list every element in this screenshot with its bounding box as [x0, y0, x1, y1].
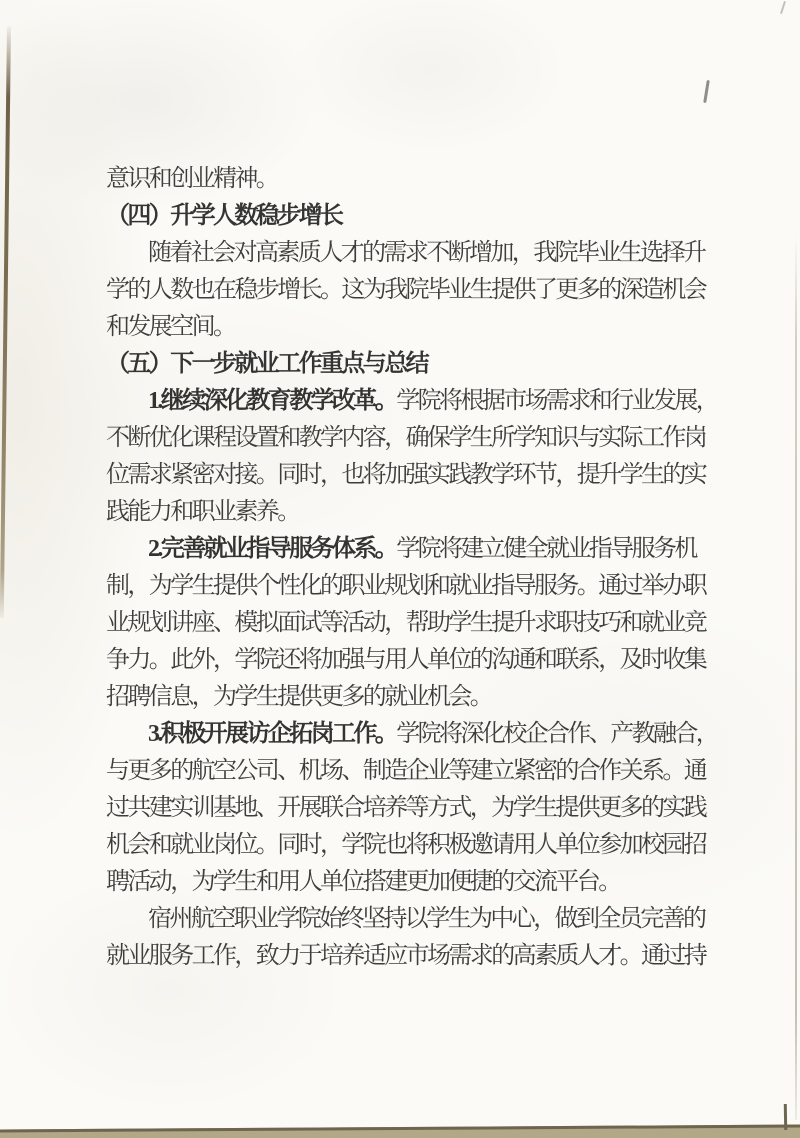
body-text-run: 位需求紧密对接。同时，也将加强实践教学环节，提升学生的实: [106, 462, 706, 488]
text-line: [106, 531, 712, 568]
body-text-run: 争力。此外，学院还将加强与用人单位的沟通和联系，及时收集: [106, 647, 706, 673]
text-line: [106, 457, 712, 494]
text-line: [106, 309, 712, 346]
heading-line: [106, 198, 712, 235]
body-text-run: 机会和就业岗位。同时，学院也将积极邀请用人单位参加校园招: [106, 832, 706, 858]
text-line: [106, 642, 712, 679]
body-text-run: 就业服务工作，致力于培养适应市场需求的高素质人才。通过持: [106, 943, 706, 969]
text-line: [106, 420, 712, 457]
text-line: [106, 161, 712, 198]
body-text-run: 聘活动，为学生和用人单位搭建更加便捷的交流平台。: [106, 869, 620, 895]
body-text-run: 意识和创业精神。: [106, 166, 278, 192]
body-text-run: 业规划讲座、模拟面试等活动，帮助学生提升求职技巧和就业竞: [106, 610, 706, 636]
text-line: [106, 272, 712, 309]
text-line: [106, 790, 712, 827]
paper-edge-right-shadow: [795, 235, 797, 1120]
bold-text-run: （五）下一步就业工作重点与总结: [106, 351, 427, 377]
body-text-run: 践能力和职业素养。: [106, 499, 299, 525]
paper-corner-mark-bottom-right: [784, 1104, 787, 1130]
text-line: [106, 568, 712, 605]
heading-line: [106, 346, 712, 383]
body-text-run: 不断优化课程设置和教学内容，确保学生所学知识与实际工作岗: [106, 425, 706, 451]
body-text-run: 制，为学生提供个性化的职业规划和就业指导服务。通过举办职: [106, 573, 706, 599]
text-line: [106, 494, 712, 531]
text-line: [106, 383, 718, 420]
bold-text-run: （四）升学人数稳步增长: [106, 203, 342, 229]
body-text-run: 学的人数也在稳步增长。这为我院毕业生提供了更多的深造机会: [106, 277, 706, 303]
body-text-run: 和发展空间。: [106, 314, 235, 340]
text-line: [106, 864, 712, 901]
bold-text-run: 1.继续深化教育教学改革。: [148, 388, 397, 414]
bold-text-run: 2.完善就业指导服务体系。: [148, 536, 397, 562]
text-line: [106, 235, 712, 272]
text-line: [106, 827, 712, 864]
body-text-run: 宿州航空职业学院始终坚持以学生为中心，做到全员完善的: [148, 906, 705, 932]
text-line: [106, 938, 712, 975]
text-line: [106, 716, 718, 753]
text-line: [106, 901, 712, 938]
text-line: [106, 605, 712, 642]
body-text-run: 招聘信息，为学生提供更多的就业机会。: [106, 684, 492, 710]
text-block: [106, 161, 718, 975]
bold-text-run: 3.积极开展访企拓岗工作。: [148, 721, 397, 747]
text-line: [106, 679, 712, 716]
body-text-run: 学院将建立健全就业指导服务机: [396, 536, 696, 562]
body-text-run: 学院将根据市场需求和行业发展，: [396, 388, 718, 414]
body-text-run: 随着社会对高素质人才的需求不断增加，我院毕业生选择升: [148, 240, 705, 266]
body-text-run: 过共建实训基地、开展联合培养等方式，为学生提供更多的实践: [106, 795, 706, 821]
body-text-run: 与更多的航空公司、机场、制造企业等建立紧密的合作关系。通: [106, 758, 706, 784]
body-text-run: 学院将深化校企合作、产教融合，: [396, 721, 718, 747]
text-line: [106, 753, 712, 790]
